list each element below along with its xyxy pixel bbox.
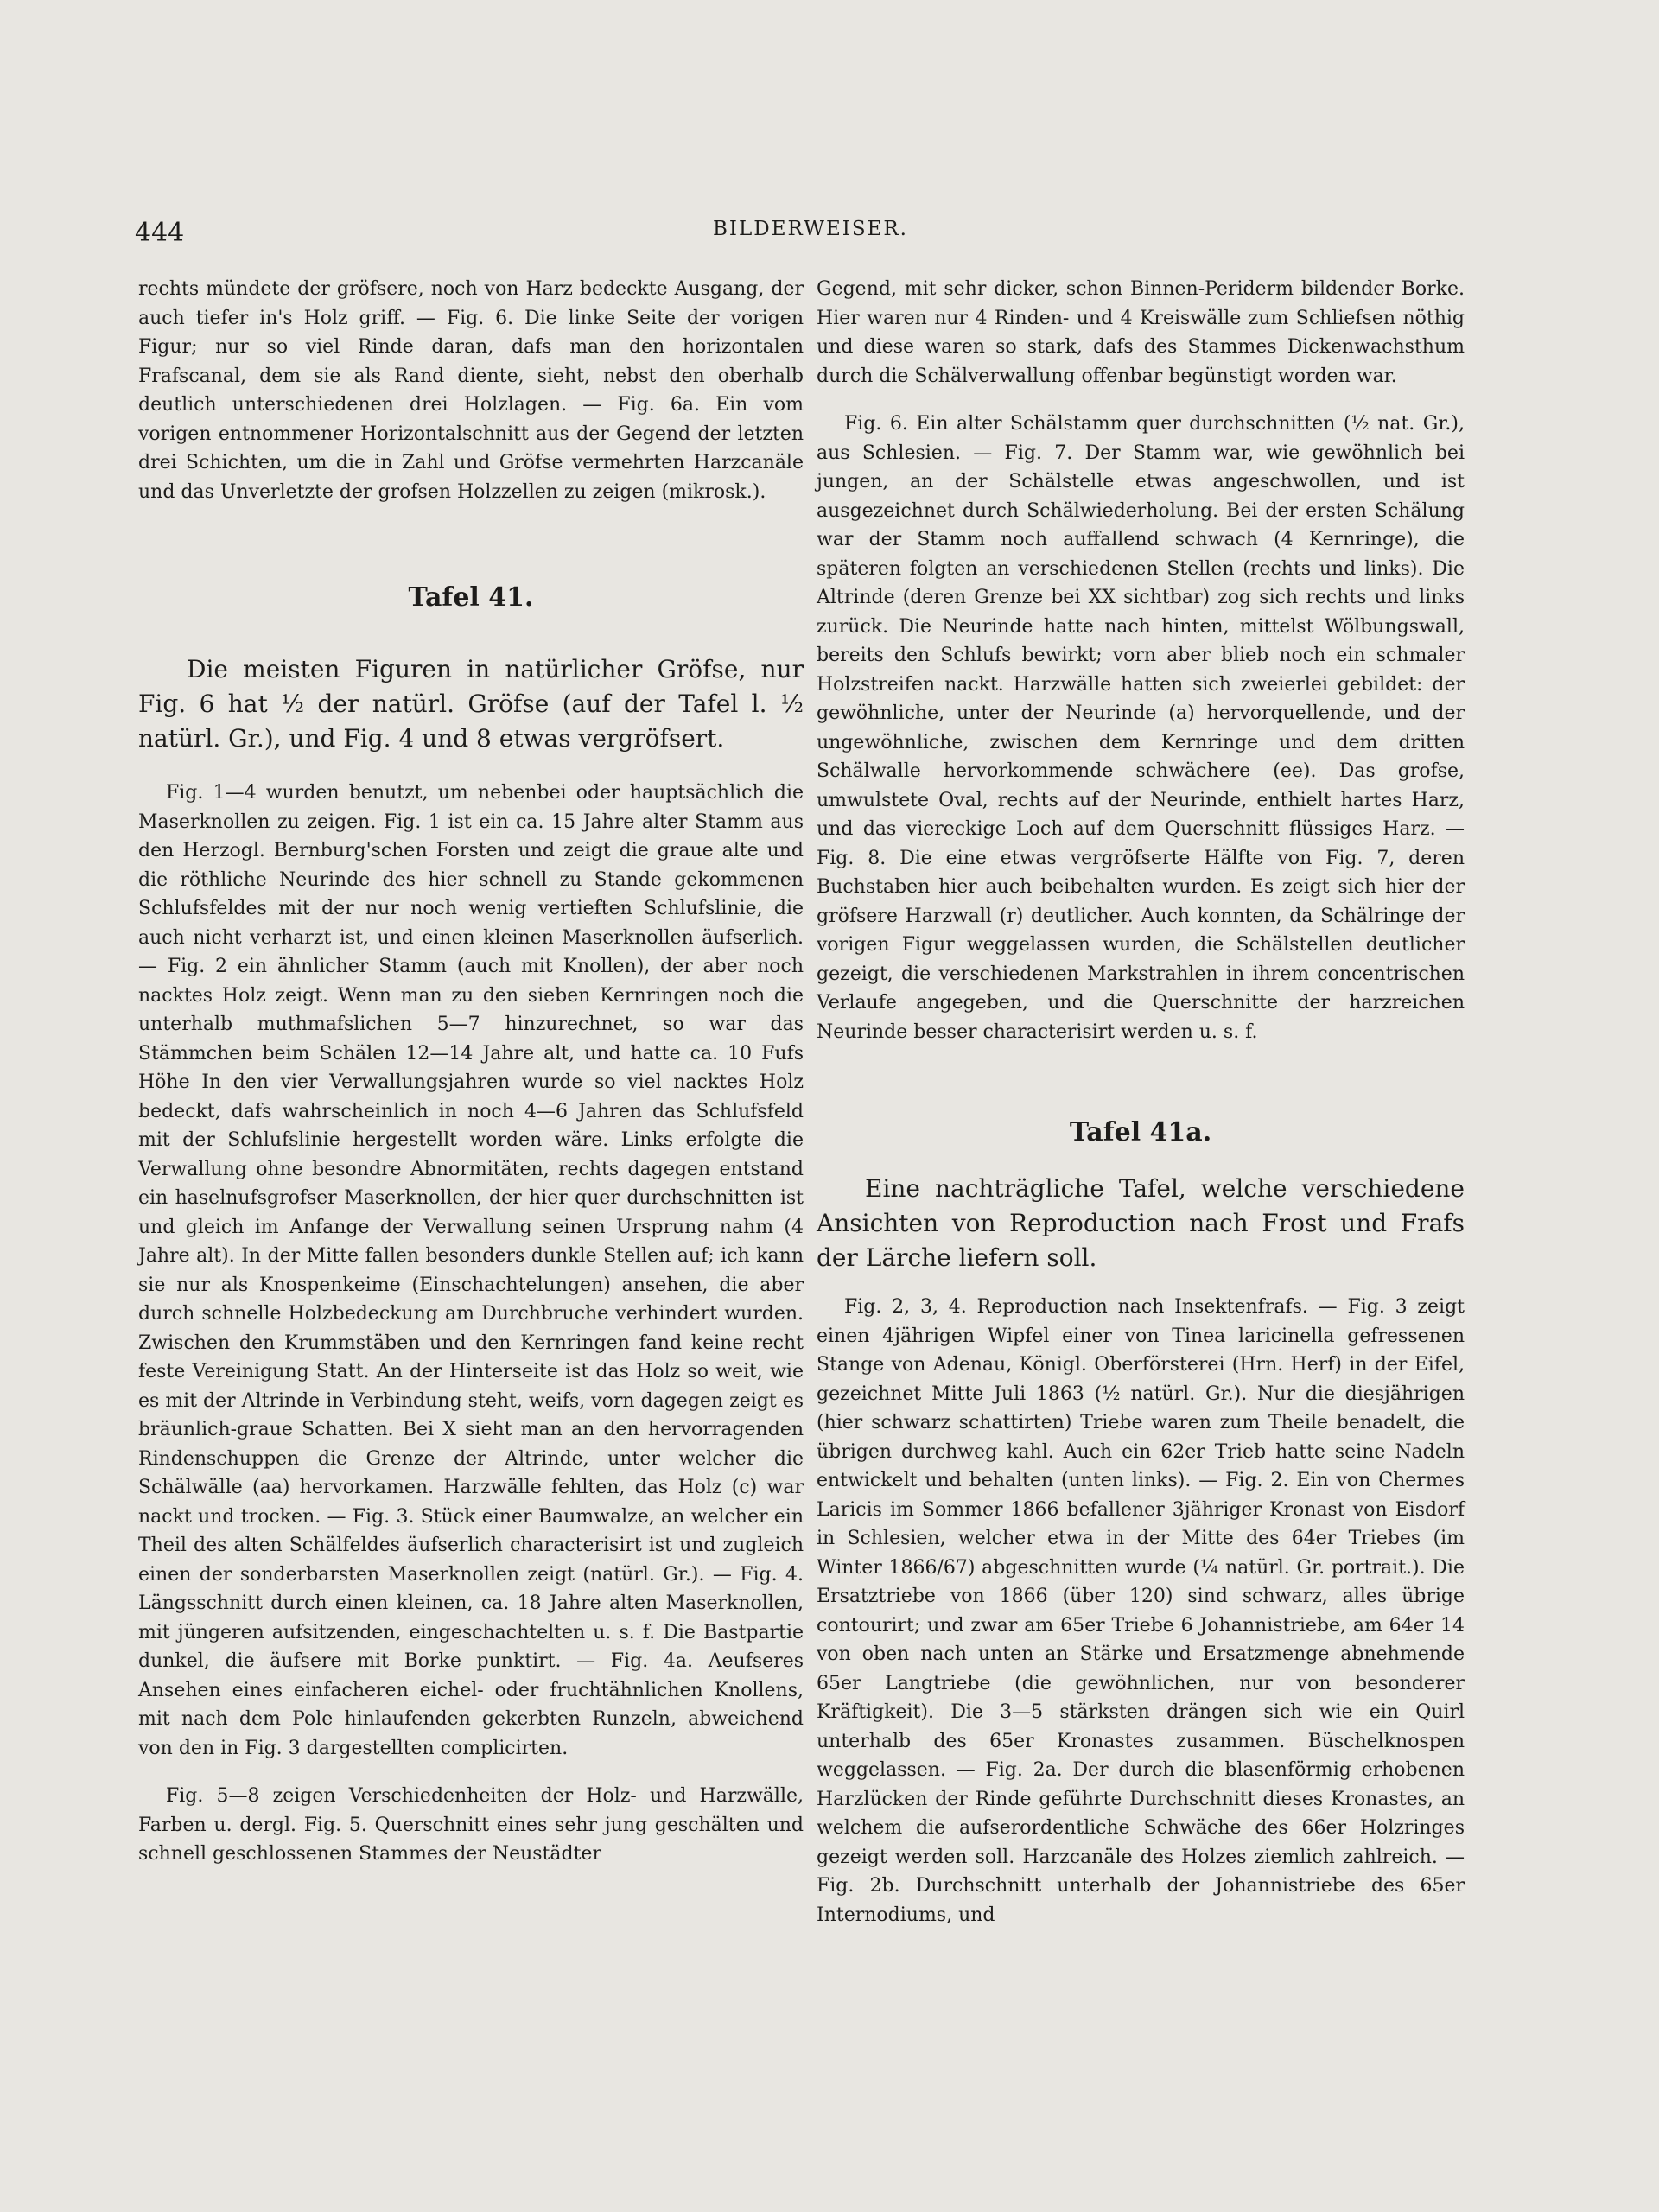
plate-41-paragraph-3: Fig. 6. Ein alter Schälstamm quer durchschnitten (½ nat. Gr.), aus Schlesien. — Fig. 7. Der Stamm war, wie gewöhnlich bei jungen, an der Schälstelle etwas angeschwollen, und ist ausgezeichnet durch Schälwiederholung. Bei der ersten Schälung war der Stamm noch auffallend schwach (4 Kernringe), die späteren folgten an verschiedenen Stellen (rechts und links). Die Altrinde (deren Grenze bei XX sichtbar) zog sich rechts und links zurück. Die Neurinde hatte nach hinten, mittelst Wölbungswall, bereits den Schlufs bewirkt; vorn aber blieb noch ein schmaler Holzstreifen nackt. Harzwälle hatten sich zweierlei gebildet: der gewöhnliche, unter der Neurinde (a) hervorquellende, und der ungewöhnliche, zwischen dem Kernringe und dem dritten Schälwalle hervorkommende schwächere (ee). Das grofse, umwulstete Oval, rechts auf der Neurinde, enthielt hartes Harz, und das viereckige Loch auf dem Querschnitt flüssiges Harz. — Fig. 8. Die eine etwas vergröfserte Hälfte von Fig. 7, deren Buchstaben hier auch beibehalten wurden. Es zeigt sich hier der gröfsere Harzwall (r) deutlicher. Auch konnten, da Schälringe der vorigen Figur weggelassen wurden, die Schälstellen deutlicher gezeigt, die verschiedenen Markstrahlen in ihrem concentrischen Verlaufe angegeben, und die Querschnitte der harzreichen Neurinde besser characterisirt werden u. s. f. [817, 413, 1465, 1043]
plate-title-41a: Tafel 41a. [1069, 1117, 1212, 1147]
plate-41-paragraph-1: Fig. 1—4 wurden benutzt, um nebenbei oder hauptsächlich die Maserknollen zu zeigen. Fig. 1 ist ein ca. 15 Jahre alter Stamm aus den Herzogl. Bernburg'schen Forsten und zeigt die graue alte und die röthliche Neurinde des hier schnell zu Stande gekommenen Schlufsfeldes mit der nur noch wenig vertieften Schlufslinie, die auch nicht verharzt ist, und einen kleinen Maserknollen äufserlich. — Fig. 2 ein ähnlicher Stamm (auch mit Knollen), der aber noch nacktes Holz zeigt. Wenn man zu den sieben Kernringen noch die unterhalb muthmafslichen 5—7 hinzurechnet, so war das Stämmchen beim Schälen 12—14 Jahre alt, und hatte ca. 10 Fufs Höhe In den vier Verwallungsjahren wurde so viel nacktes Holz bedeckt, dafs wahrscheinlich in noch 4—6 Jahren das Schlufsfeld mit der Schlufslinie hergestellt worden wäre. Links erfolgte die Verwallung ohne besondre Abnormitäten, rechts dagegen entstand ein haselnufsgrofser Maserknollen, der hier quer durchschnitten ist und gleich im Anfange der Verwallung seinen Ursprung nahm (4 Jahre alt). In der Mitte fallen besonders dunkle Stellen auf; ich kann sie nur als Knospenkeime (Einschachtelungen) ansehen, die aber durch schnelle Holzbedeckung am Durchbruche verhindert wurden. Zwischen den Krummstäben und den Kernringen fand keine recht feste Vereinigung Statt. An der Hinterseite ist das Holz so weit, wie es mit der Altrinde in Verbindung steht, weifs, vorn dagegen zeigt es bräunlich-graue Schatten. Bei X sieht man an den hervorragenden Rindenschuppen die Grenze der Altrinde, unter welcher die Schälwälle (aa) hervorkamen. Harzwälle fehlten, das Holz (c) war nackt und trocken. — Fig. 3. Stück einer Baumwalze, an welcher ein Theil des alten Schälfeldes äufserlich characterisirt ist und zugleich einen der sonderbarsten Maserknollen zeigt (natürl. Gr.). — Fig. 4. Längsschnitt durch einen kleinen, ca. 18 Jahre alten Maserknollen, mit jüngeren aufsitzenden, eingeschachtelten u. s. f. Die Bastpartie dunkel, die äufsere mit Borke punktirt. — Fig. 4a. Aeufseres Ansehen eines einfacheren eichel- oder fruchtähnlichen Knollens, mit nach dem Pole hinlaufenden gekerbten Runzeln, abweichend von den in Fig. 3 dargestellten complicirten. [138, 782, 804, 1759]
plate-41-paragraph-2: Fig. 5—8 zeigen Verschiedenheiten der Holz- und Harzwälle, Farben u. dergl. Fig. 5. Querschnitt eines sehr jung geschälten und schnell geschlossenen Stammes der Neustädter [138, 1785, 804, 1865]
plate-title-41: Tafel 41. [408, 582, 534, 613]
plate-41a-intro: Eine nachträgliche Tafel, welche verschiedene Ansichten von Reproduction nach Frost und Frafs der Lärche liefern soll. [817, 1174, 1465, 1272]
page-header [0, 218, 1659, 252]
plate-41a-paragraph-1: Fig. 2, 3, 4. Reproduction nach Insektenfrafs. — Fig. 3 zeigt einen 4jährigen Wipfel einer von Tinea laricinella gefressenen Stange von Adenau, Königl. Oberförsterei (Hrn. Herf) in der Eifel, gezeichnet Mitte Juli 1863 (½ natürl. Gr.). Nur die diesjährigen (hier schwarz schattirten) Triebe waren zum Theile benadelt, die übrigen durchweg kahl. Auch ein 62er Trieb hatte seine Nadeln entwickelt und behalten (unten links). — Fig. 2. Ein von Chermes Laricis im Sommer 1866 befallener 3jähriger Kronast von Eisdorf in Schlesien, welcher etwa in der Mitte des 64er Triebes (im Winter 1866/67) abgeschnitten wurde (¼ natürl. Gr. portrait.). Die Ersatztriebe von 1866 (über 120) sind schwarz, alles übrige contourirt; und zwar am 65er Triebe 6 Johannistriebe, am 64er 14 von oben nach unten an Stärke und Ersatzmenge abnehmende 65er Langtriebe (die gewöhnlichen, nur von besonderer Kräftigkeit). Die 3—5 stärksten drängen sich wie ein Quirl unterhalb des 65er Kronastes zusammen. Büschelknospen weggelassen. — Fig. 2a. Der durch die blasenförmig erhobenen Harzlücken der Rinde geführte Durchschnitt dieses Kronastes, an welchem die aufserordentliche Schwäche des 66er Holzringes gezeigt werden soll. Harzcanäle des Holzes ziemlich zahlreich. — Fig. 2b. Durchschnitt unterhalb der Johannistriebe des 65er Internodiums, und [817, 1296, 1465, 1926]
continuation-paragraph: Gegend, mit sehr dicker, schon Binnen-Periderm bildender Borke. Hier waren nur 4 Rinden- und 4 Kreiswälle zum Schliefsen nöthig und diese waren so stark, dafs des Stammes Dickenwachsthum durch die Schälverwallung offenbar begünstigt worden war. [817, 278, 1465, 387]
right-column [817, 275, 1465, 1929]
left-column [138, 275, 804, 1869]
page-number: 444 [135, 218, 185, 248]
continuation-paragraph: rechts mündete der gröfsere, noch von Harz bedeckte Ausgang, der auch tiefer in's Holz griff. — Fig. 6. Die linke Seite der vorigen Figur; nur so viel Rinde daran, dafs man den horizontalen Frafscanal, dem sie als Rand diente, sieht, nebst den oberhalb deutlich unterschiedenen drei Holzlagen. — Fig. 6a. Ein vom vorigen entnommener Horizontalschnitt aus der Gegend der letzten drei Schichten, um die in Zahl und Gröfse vermehrten Harzcanäle und das Unverletzte der grofsen Holzzellen zu zeigen (mikrosk.). [138, 278, 804, 503]
running-head: BILDERWEISER. [713, 218, 908, 240]
plate-41-intro: Die meisten Figuren in natürlicher Gröfse, nur Fig. 6 hat ½ der natürl. Gröfse (auf der Tafel l. ½ natürl. Gr.), und Fig. 4 und 8 etwas vergröfsert. [138, 655, 804, 753]
